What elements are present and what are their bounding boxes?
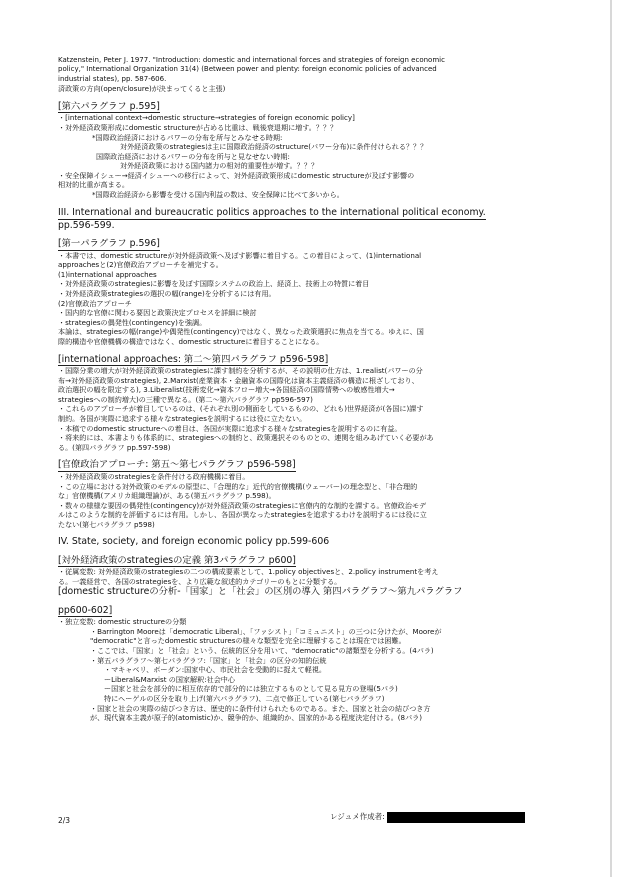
text-line: industrial states), pp. 587-606. [58,74,167,83]
text-line: な」官僚機構(アメリカ組織理論)が、ある(第五パラグラフ p.598)。 [58,491,276,501]
text-line: (2)官僚政治アプローチ [58,298,132,308]
redacted-name [387,812,525,823]
text-line: ・この立場における対外政策のモデルの原型に、「合理的な」近代的官僚機構(ウェーバー)の理念型と、「非合理的 [58,481,418,491]
text-line: 国際政治経済におけるパワーの分布を所与と見なせない時期: [96,151,290,161]
section-heading: [第六パラグラフ p.595] [58,100,160,112]
text-line: 制約。各国が実際に追求する様々なstrategiesを説明するには役に立たない。 [58,414,307,424]
text-line: ・数々の様様な要因の偶発性(contingency)が対外経済政策のstrategiesに官僚内的な制約を課する。官僚政治モデ [58,500,427,510]
text-line: ・strategiesの偶発性(contingency)を強調。 [58,317,207,327]
text-line: ーLiberal&Marxist の国家解釈:社会中心 [104,674,235,684]
text-line: る。一義経営で、各国のstrategiesを、より広範な叙述的カテゴリーのもとに分類する。 [58,576,342,586]
text-line: ・国際分業の増大が対外経済政策のstrategiesに課す制約を分析するが、その説明の仕方は、1.realist(パワーの分 [58,366,423,376]
text-line: *国際政治経済から影響を受ける国内利益の数は、安全保障に比べて多いから。 [92,190,344,200]
section-heading: pp.596-599. [58,219,115,231]
text-line: が、現代資本主義が原子的(atomistic)か、競争的か、組織的か、国家的かある程度決定付ける。(8パラ) [90,713,423,723]
text-line: "democratic"と言ったdomestic structuresの様々な類型を完全に理解することは現在では困難。 [90,636,406,646]
text-line: strategiesへの制約増大)の三種で異なる。(第二～第六パラグラフ pp596-597) [58,394,313,404]
text-line: ・安全保障イシュー→経済イシューへの移行によって、対外経済政策形成にdomestic structureが及ぼす影響の [58,170,415,180]
scan-edge [610,0,612,877]
text-line: 布→対外経済政策のstrategies), 2.Marxist(産業資本・金融資本の国際化は資本主義経済の構造に根ざしており、 [58,375,419,385]
author-label: レジュメ作成者: [330,812,385,821]
text-line: ・本書では、domestic structureが対外経済政策へ及ぼす影響に着目する。この着目によって、(1)international [58,250,422,260]
text-line: 済政策の方向(open/closure)が決まってくると主張) [58,84,226,94]
section-heading: [第一パラグラフ p.596] [58,238,160,250]
text-line: 際的構造や官僚機構の構造ではなく、domestic structureに着目することになる。 [58,337,324,346]
section-heading: IV. State, society, and foreign economic policy pp.599-606 [58,535,330,547]
section-heading: III. International and bureaucratic politics approaches to the international political economy. [58,206,486,218]
text-line: 相対的比重が高まる。 [58,180,129,190]
text-line: ・対外経済政策のstrategiesに影響を及ぼす国際システムの政治上、経済上、技術上の特質に着目 [58,279,370,289]
text-line: 対外経済政策のstrategiesは主に国際政治経済のstructure(パワー分布)に条件付けられる？？？ [120,142,428,152]
text-line: ・[international context→domestic structure→strategies of foreign economic policy] [58,113,355,123]
text-line: ・国家と社会の実際の結びつき方は、歴史的に条件付けられたものである。また、国家と社会の結びつき方 [90,703,431,713]
text-line: る。(第四パラグラフ pp.597-598) [58,442,171,452]
page-number: 2/3 [58,816,71,825]
text-line: ・対外経済政策形成にdomestic structureが占める比重は、戦後衰退期に増す。？？？ [58,122,338,132]
text-line: Katzenstein, Peter J. 1977. "Introduction: domestic and international forces and strategies of foreign economic [58,56,445,64]
text-line: (1)international approaches [58,269,157,279]
section-heading: [international approaches: 第二～第四パラグラフ p596-598] [58,353,329,365]
text-line: policy," International Organization 31(4) (Between power and plenty: foreign economic policies of advanced [58,65,437,74]
section-heading: [対外経済政策のstrategiesの定義 第3パラグラフ p600] [58,554,296,566]
section-heading: pp600-602] [58,604,113,616]
text-line: 対外経済政策における国内諸力の相対的重要性が増す。？？？ [120,161,319,171]
text-line: ー国家と社会を部分的に相互依存的で部分的には独立するものとして見る見方の登場(5パラ) [104,684,398,694]
text-line: 特にヘーゲルの区分を取り上げ(第六パラグラフ)、二点で修正している(第七パラグラフ) [104,693,385,703]
text-line: ・対外経済政策のstrategiesを条件付ける政府機構に着目。 [58,471,250,481]
text-line: ・マキャベリ、ボーダン:国家中心、市民社会を受動的に捉えて軽視。 [104,665,327,675]
text-line: ・第五パラグラフ～第七パラグラフ:「国家」と「社会」の区分の知的伝統 [90,655,327,665]
text-line: ・これらのアプローチが着目しているのは、(それぞれ別の側面をしているものの、どれも)世界経済が(各国に)課す [58,404,424,414]
author-line [330,811,525,823]
text-line: 本論は、strategiesの幅(range)や偶発性(contingency)ではなく、異なった政策選択に焦点を当てる。ゆえに、国 [58,327,424,337]
text-line: ・独立変数: domestic structureの分類 [58,617,187,627]
text-line: ・対外経済政策strategiesの選択の幅(range)を分析するには有用。 [58,289,276,299]
text-line: たない(第七パラグラフ p598) [58,519,155,529]
text-line: ・従属変数: 対外経済政策のstrategiesの二つの構成要素として、1.policy objectivesと、2.policy instrumentを考え [58,567,439,576]
text-line: ルはこのような制約を評価するには有用。しかし、各国が異なったstrategiesを追求するわけを説明するには役に立 [58,510,427,520]
text-line: ・本稿でのdomestic structureへの着目は、各国が実際に追求する様々なstrategiesを説明するのに有益。 [58,423,402,433]
section-heading: [官僚政治アプローチ: 第五～第七パラグラフ p596-598] [58,459,296,471]
section-heading: [domestic structureの分析-「国家」と「社会」の区別の導入 第四パラグラフ～第九パラグラフ [58,586,463,598]
document-body [58,56,558,723]
text-line: *国際政治経済におけるパワーの分布を所与とみなせる時期: [92,132,283,142]
text-line: ・国内的な官僚に関わる要因と政策決定プロセスを詳細に検討 [58,308,257,318]
text-line: 政治選択の幅を限定する), 3.Liberalist(技術変化→資本フロー増大→各国経済の国際情勢への敏感性増大→ [58,385,395,395]
text-line: ・Barrington Mooreは「democratic Liberal」、「ファシスト」「コミュニスト」の三つに分けたが、Mooreが [90,626,442,636]
text-line: approachesと(2)官僚政治アプローチを補完する。 [58,260,223,270]
text-line: ・ここでは、「国家」と「社会」という、伝統的区分を用いて、"democratic"の諸類型を分析する。(4パラ) [90,645,434,655]
text-line: ・将来的には、本書よりも体系的に、strategiesへの制約と、政策選択そのものとの、連関を組みあげていく必要があ [58,433,434,443]
